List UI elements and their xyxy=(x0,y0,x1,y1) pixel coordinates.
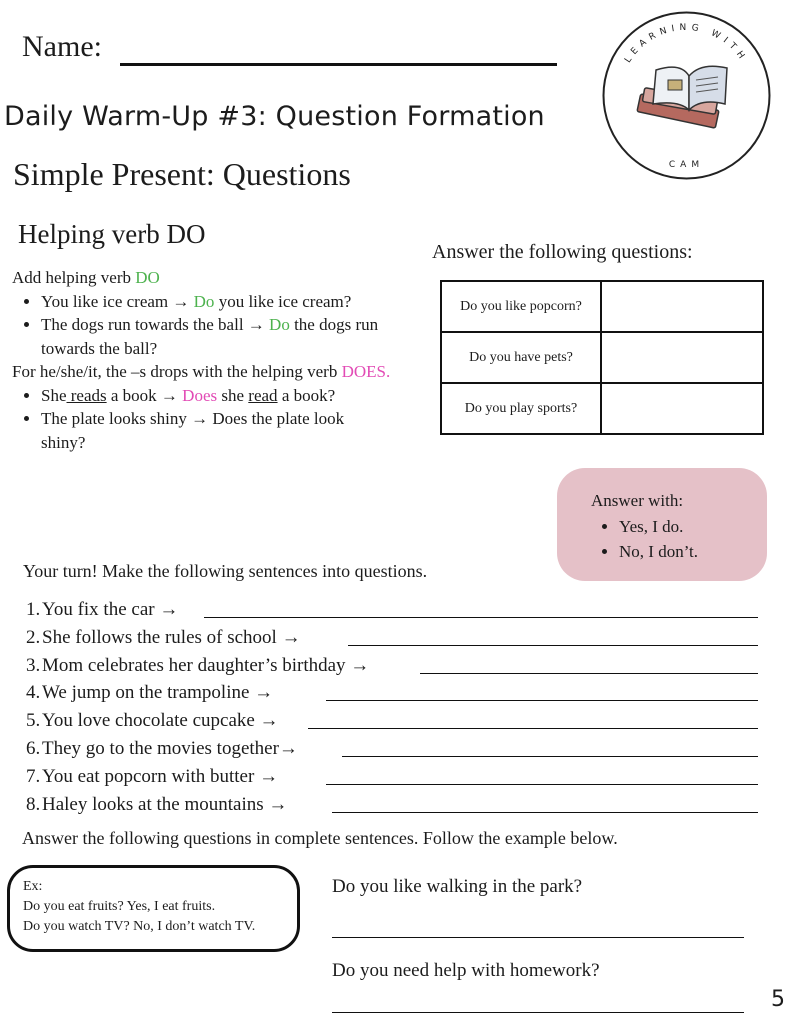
list-item xyxy=(26,708,766,736)
item-number: 8. xyxy=(26,793,41,815)
bottom-question-2: Do you need help with homework? xyxy=(332,960,600,981)
list-item xyxy=(26,736,766,764)
page-number: 5 xyxy=(771,987,785,1012)
answer-questions-heading: Answer the following questions: xyxy=(432,241,693,263)
do-helper: Do xyxy=(269,315,290,334)
answer-line[interactable] xyxy=(308,728,758,729)
logo-text-bottom: CAM xyxy=(668,160,705,170)
answer-line[interactable] xyxy=(332,937,744,938)
do-verb: DO xyxy=(135,268,160,287)
item-number: 3. xyxy=(26,654,41,676)
answer-line[interactable] xyxy=(348,645,758,646)
question-cell: Do you like popcorn? xyxy=(441,281,601,332)
example-line: Do you watch TV? No, I don’t watch TV. xyxy=(23,919,256,934)
do-example-1: • You like ice cream → Do you like ice cream? xyxy=(41,290,392,314)
rule-line xyxy=(12,360,392,384)
sentence-text: You love chocolate cupcake → xyxy=(42,710,279,732)
table-row xyxy=(441,281,763,332)
example-line: Do you eat fruits? Yes, I eat fruits. xyxy=(23,899,216,914)
sentence-text: We jump on the trampoline → xyxy=(42,682,274,704)
list-item xyxy=(26,764,766,792)
answer-options-list xyxy=(590,514,698,564)
learning-with-cam-logo xyxy=(601,10,772,181)
does-example-1: • She reads a book → Does she read a book? xyxy=(41,384,392,408)
do-helper: Do xyxy=(193,291,215,311)
bottom-question-1: Do you like walking in the park? xyxy=(332,876,583,897)
answer-with-heading: Answer with: xyxy=(591,491,684,510)
answer-line[interactable] xyxy=(326,700,758,701)
does-example-2: • The plate looks shiny → Does the plate look shiny? xyxy=(41,407,392,454)
answer-cell[interactable] xyxy=(601,332,763,383)
answer-line[interactable] xyxy=(326,784,758,785)
name-write-line[interactable] xyxy=(120,63,557,66)
list-item xyxy=(26,653,766,681)
list-item xyxy=(26,625,766,653)
worksheet-title: Daily Warm-Up #3: Question Formation xyxy=(4,101,545,132)
table-row xyxy=(441,383,763,434)
name-label: Name: xyxy=(22,30,102,63)
logo-text-top: LEARNING WITH xyxy=(623,22,749,65)
does-examples-list xyxy=(12,384,392,455)
do-example-2: • The dogs run towards the ball → Do the dogs run towards the ball? xyxy=(41,313,392,360)
example-box xyxy=(7,865,300,952)
list-item xyxy=(26,680,766,708)
intro-line xyxy=(12,266,392,290)
question-cell: Do you play sports? xyxy=(441,383,601,434)
item-number: 7. xyxy=(26,765,41,787)
does-verb: DOES. xyxy=(341,362,391,381)
item-number: 4. xyxy=(26,682,41,704)
example-label: Ex: xyxy=(23,879,43,894)
answer-cell[interactable] xyxy=(601,281,763,332)
answer-option: • Yes, I do. xyxy=(619,514,698,539)
list-item xyxy=(26,792,766,820)
sentence-text: Haley looks at the mountains → xyxy=(42,793,288,815)
answer-option: • No, I don’t. xyxy=(619,539,698,564)
answer-line[interactable] xyxy=(332,812,758,813)
your-turn-instruction: Your turn! Make the following sentences into questions. xyxy=(23,561,428,581)
sentence-text: You fix the car → xyxy=(42,599,179,620)
answer-with-box xyxy=(557,468,767,581)
item-number: 2. xyxy=(26,626,41,648)
answer-line[interactable] xyxy=(420,673,758,674)
explanation-block xyxy=(12,266,392,454)
intro-text: Add helping verb xyxy=(12,268,136,287)
answer-line[interactable] xyxy=(204,617,758,618)
sentence-list xyxy=(26,597,766,819)
section-heading: Helping verb DO xyxy=(18,219,206,249)
do-examples-list xyxy=(12,290,392,361)
sentence-text: She follows the rules of school → xyxy=(42,626,301,648)
sentence-text: They go to the movies together→ xyxy=(42,737,298,759)
answer-line[interactable] xyxy=(342,756,758,757)
item-number: 6. xyxy=(26,737,41,759)
does-helper: Does xyxy=(182,385,218,405)
answer-line[interactable] xyxy=(332,1012,744,1013)
sentence-text: Mom celebrates her daughter’s birthday → xyxy=(42,654,370,676)
item-number: 1. xyxy=(26,599,41,620)
item-number: 5. xyxy=(26,710,41,732)
question-cell: Do you have pets? xyxy=(441,332,601,383)
worksheet-subtitle: Simple Present: Questions xyxy=(13,156,351,192)
questions-table xyxy=(440,280,764,435)
complete-sentences-instruction: Answer the following questions in complete sentences. Follow the example below. xyxy=(22,828,618,848)
sentence-text: You eat popcorn with butter → xyxy=(42,765,279,787)
rule-text: For he/she/it, the –s drops with the helping verb xyxy=(12,362,342,381)
table-row xyxy=(441,332,763,383)
answer-cell[interactable] xyxy=(601,383,763,434)
list-item xyxy=(26,597,766,625)
